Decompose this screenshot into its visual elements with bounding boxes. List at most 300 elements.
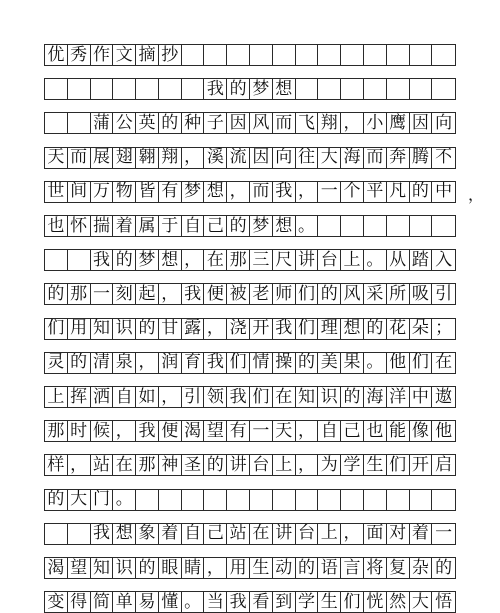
- grid-cell: 想: [204, 182, 227, 202]
- grid-cell: [387, 79, 410, 99]
- grid-cell: 向: [435, 113, 453, 133]
- grid-cell: 想: [273, 79, 296, 99]
- grid-cell: 采: [364, 284, 387, 304]
- grid-cell: 上: [341, 250, 364, 270]
- grid-cell: [159, 79, 182, 99]
- grid-cell: 将: [364, 558, 387, 578]
- grid-cell: 。: [364, 353, 387, 373]
- grid-cell: 也: [364, 421, 387, 441]
- grid-cell: [364, 490, 387, 510]
- grid-cell: 启: [435, 455, 453, 475]
- grid-cell: 们: [227, 353, 250, 373]
- grid-cell: 想: [341, 319, 364, 339]
- grid-cell: 文: [113, 45, 136, 65]
- essay-line: [44, 283, 456, 305]
- grid-cell: 在: [250, 524, 273, 544]
- grid-cell: 。: [113, 490, 136, 510]
- grid-cell: 而: [273, 113, 296, 133]
- grid-cell: 有: [227, 421, 250, 441]
- grid-cell: 想: [113, 524, 136, 544]
- grid-cell: 不: [435, 147, 453, 168]
- grid-cell: 的: [435, 558, 453, 578]
- grid-cell: 己: [341, 421, 364, 441]
- grid-cell: 台: [296, 524, 319, 544]
- grid-cell: 天: [273, 421, 296, 441]
- grid-cell: 溪: [204, 148, 227, 168]
- grid-cell: 动: [273, 558, 296, 578]
- grid-cell: [410, 79, 433, 99]
- grid-cell: 而: [68, 148, 91, 168]
- grid-cell: [68, 79, 91, 99]
- grid-cell: 变: [45, 592, 68, 612]
- grid-cell: 那: [68, 284, 91, 304]
- grid-cell: 像: [410, 421, 433, 441]
- grid-cell: 浇: [227, 319, 250, 339]
- grid-cell: 流: [227, 148, 250, 168]
- grid-cell: 。: [182, 592, 205, 612]
- grid-cell: 那: [136, 455, 159, 475]
- grid-cell: 。: [296, 216, 319, 236]
- grid-cell: ，: [68, 455, 91, 475]
- grid-cell: ，: [159, 284, 182, 304]
- grid-cell: 的: [204, 455, 227, 475]
- essay-line: [44, 386, 456, 408]
- grid-cell: 们: [387, 455, 410, 475]
- grid-cell: [182, 45, 205, 65]
- grid-cell: [318, 45, 341, 65]
- grid-cell: 在: [435, 352, 453, 373]
- grid-cell: 识: [113, 319, 136, 339]
- grid-cell: 育: [182, 353, 205, 373]
- grid-cell: [68, 250, 91, 270]
- grid-cell: [68, 113, 91, 133]
- grid-cell: 的: [113, 250, 136, 270]
- grid-cell: 属: [136, 216, 159, 236]
- grid-cell: 单: [113, 592, 136, 612]
- grid-cell: 英: [136, 113, 159, 133]
- grid-cell: 着: [159, 524, 182, 544]
- grid-cell: 样: [45, 455, 68, 475]
- grid-cell: 引: [435, 284, 453, 304]
- grid-cell: 知: [296, 387, 319, 407]
- grid-cell: 果: [341, 353, 364, 373]
- grid-cell: 的: [45, 490, 68, 510]
- grid-cell: 理: [318, 319, 341, 339]
- grid-cell: 上: [273, 455, 296, 475]
- essay-line: [44, 215, 456, 237]
- essay-line: [44, 523, 456, 545]
- grid-cell: 露: [182, 319, 205, 339]
- grid-cell: [68, 524, 91, 544]
- grid-cell: 能: [387, 421, 410, 441]
- grid-cell: 海: [341, 148, 364, 168]
- grid-cell: 梦: [250, 216, 273, 236]
- grid-cell: 然: [387, 592, 410, 612]
- grid-cell: 鹰: [387, 113, 410, 133]
- grid-cell: 腾: [410, 148, 433, 168]
- grid-cell: 我: [91, 524, 114, 544]
- grid-cell: 在: [273, 387, 296, 407]
- grid-cell: 开: [250, 319, 273, 339]
- grid-cell: 梦: [136, 250, 159, 270]
- grid-cell: 如: [136, 387, 159, 407]
- grid-cell: 因: [250, 148, 273, 168]
- grid-cell: 中: [435, 181, 453, 202]
- grid-cell: 得: [68, 592, 91, 612]
- grid-cell: 我: [273, 182, 296, 202]
- grid-cell: [364, 79, 387, 99]
- grid-cell: ，: [341, 524, 364, 544]
- grid-cell: [341, 79, 364, 99]
- grid-cell: [296, 45, 319, 65]
- grid-cell: 自: [182, 216, 205, 236]
- grid-cell: 凡: [387, 182, 410, 202]
- grid-cell: 想: [159, 250, 182, 270]
- grid-cell: 对: [387, 524, 410, 544]
- grid-cell: 他: [387, 353, 410, 373]
- grid-cell: 我: [204, 353, 227, 373]
- grid-cell: 而: [250, 182, 273, 202]
- grid-cell: 奔: [387, 148, 410, 168]
- grid-cell: 们: [341, 592, 364, 612]
- grid-cell: 睛: [182, 558, 205, 578]
- grid-cell: [410, 45, 433, 65]
- grid-cell: [136, 79, 159, 99]
- grid-cell: 用: [68, 319, 91, 339]
- grid-cell: 我: [204, 79, 227, 99]
- grid-cell: [227, 490, 250, 510]
- grid-cell: 生: [364, 455, 387, 475]
- grid-cell: 开: [410, 455, 433, 475]
- grid-cell: 入: [435, 250, 453, 270]
- grid-cell: 。: [364, 250, 387, 270]
- grid-cell: 的: [45, 284, 68, 304]
- grid-cell: 因: [410, 113, 433, 133]
- grid-cell: 那: [45, 421, 68, 441]
- grid-cell: 己: [204, 216, 227, 236]
- grid-cell: 中: [410, 387, 433, 407]
- grid-cell: [227, 45, 250, 65]
- grid-cell: 上: [45, 387, 68, 407]
- grid-cell: 复: [387, 558, 410, 578]
- grid-cell: 的: [410, 182, 433, 202]
- grid-cell: ，: [113, 421, 136, 441]
- grid-cell: ，: [182, 250, 205, 270]
- grid-cell: 便: [204, 284, 227, 304]
- grid-cell: 公: [113, 113, 136, 133]
- grid-cell: 台: [250, 455, 273, 475]
- grid-cell: 的: [296, 558, 319, 578]
- grid-cell: 学: [341, 455, 364, 475]
- grid-cell: 的: [341, 387, 364, 407]
- grid-cell: 们: [45, 319, 68, 339]
- grid-cell: ，: [341, 113, 364, 133]
- grid-cell: [182, 79, 205, 99]
- grid-cell: 我: [91, 250, 114, 270]
- grid-cell: [45, 113, 68, 133]
- grid-cell: 自: [318, 421, 341, 441]
- grid-cell: [341, 490, 364, 510]
- grid-cell: 皆: [136, 182, 159, 202]
- grid-cell: 言: [341, 558, 364, 578]
- grid-cell: [250, 490, 273, 510]
- grid-cell: [182, 490, 205, 510]
- grid-cell: ，: [182, 148, 205, 168]
- grid-cell: 美: [318, 353, 341, 373]
- grid-cell: 神: [159, 455, 182, 475]
- grid-cell: 尺: [273, 250, 296, 270]
- grid-cell: [341, 45, 364, 65]
- grid-cell: 揣: [91, 216, 114, 236]
- grid-cell: ，: [159, 387, 182, 407]
- grid-cell: 甘: [159, 319, 182, 339]
- grid-cell: 平: [364, 182, 387, 202]
- grid-cell: ，: [227, 182, 250, 202]
- grid-cell: 秀: [68, 45, 91, 65]
- grid-cell: 自: [182, 524, 205, 544]
- grid-cell: 间: [68, 182, 91, 202]
- grid-cell: 望: [204, 421, 227, 441]
- grid-cell: ，: [296, 182, 319, 202]
- grid-cell: 我: [136, 421, 159, 441]
- grid-cell: 翅: [113, 148, 136, 168]
- grid-cell: [204, 490, 227, 510]
- grid-cell: 的: [364, 319, 387, 339]
- grid-cell: 语: [318, 558, 341, 578]
- grid-cell: 摘: [136, 45, 159, 65]
- grid-cell: 抄: [159, 45, 182, 65]
- grid-cell: 到: [273, 592, 296, 612]
- grid-cell: [432, 216, 455, 236]
- grid-cell: 个: [341, 182, 364, 202]
- grid-cell: 作: [91, 45, 114, 65]
- grid-cell: 的: [68, 353, 91, 373]
- essay-title: [44, 78, 456, 100]
- grid-cell: 洋: [387, 387, 410, 407]
- grid-cell: 飞: [296, 113, 319, 133]
- essay-line: [44, 557, 456, 579]
- essay-line: [44, 249, 456, 271]
- margin-punctuation: ，: [468, 184, 485, 204]
- essay-line: [44, 181, 456, 203]
- grid-cell: 大: [410, 592, 433, 612]
- grid-cell: 候: [91, 421, 114, 441]
- grid-cell: 他: [435, 421, 453, 441]
- grid-cell: 们: [250, 387, 273, 407]
- grid-cell: 识: [113, 558, 136, 578]
- grid-cell: 我: [227, 387, 250, 407]
- grid-cell: [387, 216, 410, 236]
- grid-cell: [318, 490, 341, 510]
- grid-cell: 领: [204, 387, 227, 407]
- grid-cell: 生: [250, 558, 273, 578]
- grid-cell: 的: [136, 558, 159, 578]
- grid-cell: 从: [387, 250, 410, 270]
- grid-cell: ；: [435, 318, 453, 339]
- grid-cell: 讲: [227, 455, 250, 475]
- grid-cell: 种: [182, 113, 205, 133]
- grid-cell: [364, 45, 387, 65]
- grid-cell: 的: [227, 79, 250, 99]
- grid-cell: 便: [159, 421, 182, 441]
- grid-cell: [410, 216, 433, 236]
- grid-cell: 为: [318, 455, 341, 475]
- grid-cell: 己: [204, 524, 227, 544]
- grid-cell: 翔: [318, 113, 341, 133]
- grid-cell: 一: [435, 523, 453, 544]
- grid-cell: 挥: [68, 387, 91, 407]
- grid-cell: [250, 45, 273, 65]
- grid-cell: 大: [68, 490, 91, 510]
- grid-cell: 而: [364, 148, 387, 168]
- grid-cell: [204, 45, 227, 65]
- grid-cell: [45, 250, 68, 270]
- grid-cell: 在: [204, 250, 227, 270]
- grid-cell: [136, 490, 159, 510]
- grid-cell: 易: [136, 592, 159, 612]
- grid-cell: 海: [364, 387, 387, 407]
- grid-cell: 大: [318, 148, 341, 168]
- grid-cell: 三: [250, 250, 273, 270]
- grid-cell: 子: [204, 113, 227, 133]
- grid-cell: 圣: [182, 455, 205, 475]
- grid-cell: 时: [68, 421, 91, 441]
- grid-cell: 面: [364, 524, 387, 544]
- grid-cell: 一: [318, 182, 341, 202]
- grid-cell: 一: [91, 284, 114, 304]
- grid-cell: [296, 79, 319, 99]
- grid-cell: ，: [136, 353, 159, 373]
- grid-cell: [432, 45, 455, 65]
- grid-cell: 梦: [182, 182, 205, 202]
- essay-line: [44, 147, 456, 169]
- grid-cell: 用: [227, 558, 250, 578]
- grid-cell: 生: [318, 592, 341, 612]
- grid-cell: 讲: [296, 250, 319, 270]
- grid-cell: [432, 490, 455, 510]
- grid-cell: 因: [227, 113, 250, 133]
- grid-cell: [159, 490, 182, 510]
- grid-cell: 操: [273, 353, 296, 373]
- grid-cell: [273, 45, 296, 65]
- grid-cell: 们: [296, 284, 319, 304]
- grid-cell: 洒: [91, 387, 114, 407]
- essay-line: [44, 454, 456, 476]
- grid-cell: 小: [364, 113, 387, 133]
- grid-cell: 恍: [364, 592, 387, 612]
- grid-cell: [273, 490, 296, 510]
- grid-cell: 着: [410, 524, 433, 544]
- grid-cell: 朵: [410, 319, 433, 339]
- grid-cell: 门: [91, 490, 114, 510]
- grid-cell: 当: [204, 592, 227, 612]
- grid-cell: 学: [296, 592, 319, 612]
- grid-cell: 们: [410, 353, 433, 373]
- grid-cell: [364, 216, 387, 236]
- essay-line-cut: [44, 591, 456, 613]
- grid-cell: 泉: [113, 353, 136, 373]
- grid-cell: 所: [387, 284, 410, 304]
- grid-cell: 天: [45, 148, 68, 168]
- grid-cell: 简: [91, 592, 114, 612]
- grid-cell: [341, 216, 364, 236]
- grid-cell: 我: [227, 592, 250, 612]
- grid-cell: [45, 524, 68, 544]
- grid-cell: 看: [250, 592, 273, 612]
- essay-line: [44, 352, 456, 374]
- grid-cell: 着: [113, 216, 136, 236]
- grid-cell: 站: [91, 455, 114, 475]
- grid-cell: 自: [113, 387, 136, 407]
- grid-cell: 们: [296, 319, 319, 339]
- grid-cell: 万: [91, 182, 114, 202]
- grid-cell: 悟: [435, 592, 453, 612]
- essay-line: [44, 420, 456, 442]
- grid-cell: [318, 216, 341, 236]
- grid-cell: 怀: [68, 216, 91, 236]
- grid-cell: 我: [273, 319, 296, 339]
- grid-cell: [91, 79, 114, 99]
- grid-cell: 往: [296, 148, 319, 168]
- grid-cell: 望: [68, 558, 91, 578]
- grid-cell: [387, 45, 410, 65]
- grid-cell: ，: [296, 455, 319, 475]
- grid-cell: 的: [159, 113, 182, 133]
- grid-cell: 梦: [250, 79, 273, 99]
- grid-cell: 蒲: [91, 113, 114, 133]
- grid-cell: 站: [227, 524, 250, 544]
- grid-cell: 翱: [136, 148, 159, 168]
- grid-cell: 也: [45, 216, 68, 236]
- grid-cell: 有: [159, 182, 182, 202]
- grid-cell: 知: [91, 558, 114, 578]
- grid-cell: ，: [204, 558, 227, 578]
- grid-cell: 灵: [45, 353, 68, 373]
- grid-cell: 讲: [273, 524, 296, 544]
- grid-cell: 世: [45, 182, 68, 202]
- grid-cell: 起: [136, 284, 159, 304]
- grid-cell: 的: [296, 353, 319, 373]
- grid-cell: 识: [318, 387, 341, 407]
- grid-cell: 师: [273, 284, 296, 304]
- grid-cell: 遨: [435, 387, 453, 407]
- grid-cell: 优: [45, 45, 68, 65]
- grid-cell: 风: [250, 113, 273, 133]
- grid-cell: 的: [136, 319, 159, 339]
- essay-line: [44, 489, 456, 511]
- grid-cell: [318, 79, 341, 99]
- grid-cell: 在: [113, 455, 136, 475]
- grid-cell: 上: [318, 524, 341, 544]
- grid-cell: 懂: [159, 592, 182, 612]
- grid-cell: 象: [136, 524, 159, 544]
- grid-cell: 杂: [410, 558, 433, 578]
- grid-cell: 花: [387, 319, 410, 339]
- grid-cell: [45, 79, 68, 99]
- grid-cell: 老: [250, 284, 273, 304]
- grid-cell: 物: [113, 182, 136, 202]
- grid-cell: 润: [159, 353, 182, 373]
- grid-cell: 的: [318, 284, 341, 304]
- grid-cell: [113, 79, 136, 99]
- grid-cell: 引: [182, 387, 205, 407]
- header-label: [44, 44, 456, 66]
- grid-cell: 踏: [410, 250, 433, 270]
- grid-cell: 的: [227, 216, 250, 236]
- grid-cell: 眼: [159, 558, 182, 578]
- grid-cell: 清: [91, 353, 114, 373]
- essay-line: [44, 318, 456, 340]
